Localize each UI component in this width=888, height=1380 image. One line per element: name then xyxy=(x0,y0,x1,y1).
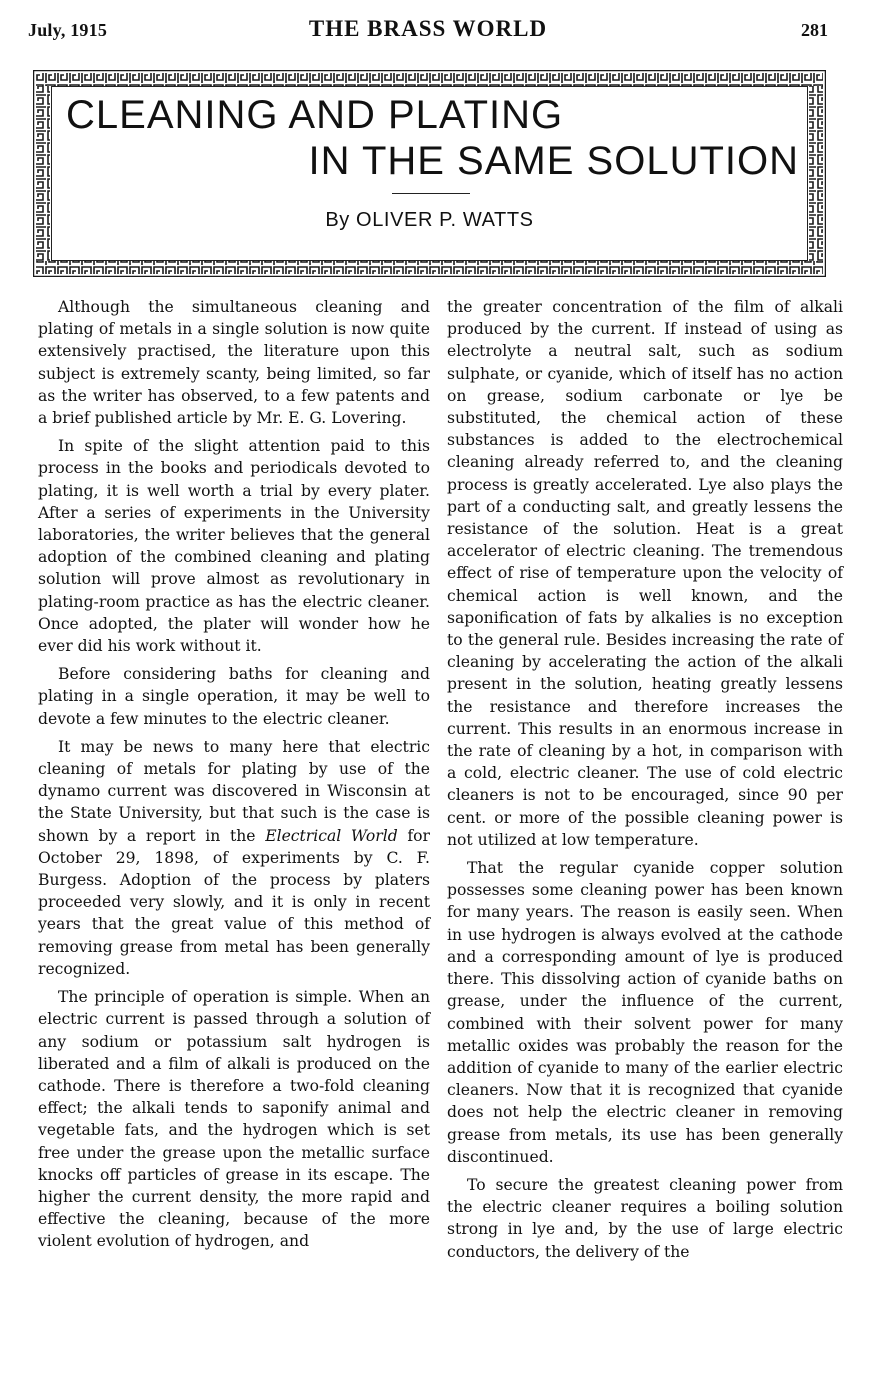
paragraph xyxy=(38,736,430,980)
running-head xyxy=(28,16,828,46)
paragraph-text: for October 29, 1898, of experiments by C. F. Burgess. Adoption of the process by platers proceeded very slowly, and it is only in recent years that the great value of this method of removing grease from metal has been generally recognized. xyxy=(38,826,430,978)
paragraph: To secure the greatest cleaning power from the electric cleaner requires a boiling solution strong in lye and, by the use of large electric conductors, the delivery of the xyxy=(447,1175,843,1261)
title-divider xyxy=(392,193,470,194)
paragraph: In spite of the slight attention paid to this process in the books and periodicals devoted to plating, it is well worth a trial by every plater. After a series of experiments in the University laboratories, the writer believes that the general adoption of the combined cleaning and plating solution will prove almost as revolutionary in plating-room practice as has the electric cleaner. Once adopted, the plater will wonder how he ever did his work without it. xyxy=(38,437,430,656)
paragraph: Although the simultaneous cleaning and plating of metals in a single solution is now quite extensively practised, the literature upon this subject is extremely scanty, being limited, so far as the writer has observed, to a few patents and a brief published article by Mr. E. G. Lovering. xyxy=(38,298,430,428)
right-column xyxy=(447,296,843,1269)
page-number: 281 xyxy=(801,20,828,40)
article-title-line-1: CLEANING AND PLATING xyxy=(66,93,564,137)
paragraph: Before considering baths for cleaning and plating in a single operation, it may be well to devote a few minutes to the electric cleaner. xyxy=(38,665,430,728)
paragraph: The principle of operation is simple. When an electric current is passed through a solution of any sodium or potassium salt hydrogen is liberated and a film of alkali is produced on the cathode. There is therefore a two-fold cleaning effect; the alkali tends to saponify animal and vegetable fats, and the hydrogen which is set free under the grease upon the metallic surface knocks off particles of grease in its escape. The higher the current density, the more rapid and effective the cleaning, because of the more violent evolution of hydrogen, and xyxy=(38,988,430,1251)
issue-date: July, 1915 xyxy=(28,20,108,40)
title-panel xyxy=(51,86,808,261)
article-title-line-2: IN THE SAME SOLUTION xyxy=(308,139,799,183)
paragraph-text: It may be news to many here that electric cleaning of metals for plating by use of the dynamo current was discovered in Wisconsin at the State University, but that such is the case is shown by a report in the xyxy=(38,737,430,845)
journal-reference: Electrical World xyxy=(265,826,398,845)
left-column xyxy=(38,296,430,1259)
paragraph: That the regular cyanide copper solution possesses some cleaning power has been known for many years. The reason is easily seen. When in use hydrogen is always evolved at the cathode and a corresponding amount of lye is produced there. This dissolving action of cyanide baths on grease, under the influence of the current, combined with their solvent power for many metallic oxides was probably the reason for the addition of cyanide to many of the earlier electric cleaners. Now that it is recognized that cyanide does not help the electric cleaner in removing grease from metals, its use has been generally discontinued. xyxy=(447,859,843,1166)
byline: By OLIVER P. WATTS xyxy=(325,209,534,231)
title-box xyxy=(33,70,826,277)
journal-title: THE BRASS WORLD xyxy=(308,16,548,41)
paragraph: the greater concentration of the film of alkali produced by the current. If instead of using as electrolyte a neutral salt, such as sodium sulphate, or cyanide, which of itself has no action on grease, sodium carbonate or lye be substituted, the chemical action of these substances is added to the electrochemical cleaning already referred to, and the cleaning process is greatly accelerated. Lye also plays the part of a conducting salt, and greatly lessens the resistance of the solution. Heat is a great accelerator of electric cleaning. The tremendous effect of rise of temperature upon the velocity of chemical action is well known, and the saponification of fats by alkalies is no exception to the general rule. Besides increasing the rate of cleaning by accelerating the action of the alkali present in the solution, heating greatly lessens the resistance and therefore increases the current. This results in an enormous increase in the rate of cleaning by a hot, in comparison with a cold, electric cleaner. The use of cold electric cleaners is not to be encouraged, since 90 per cent. or more of the possible cleaning power is not utilized at low temperature. xyxy=(447,298,843,849)
